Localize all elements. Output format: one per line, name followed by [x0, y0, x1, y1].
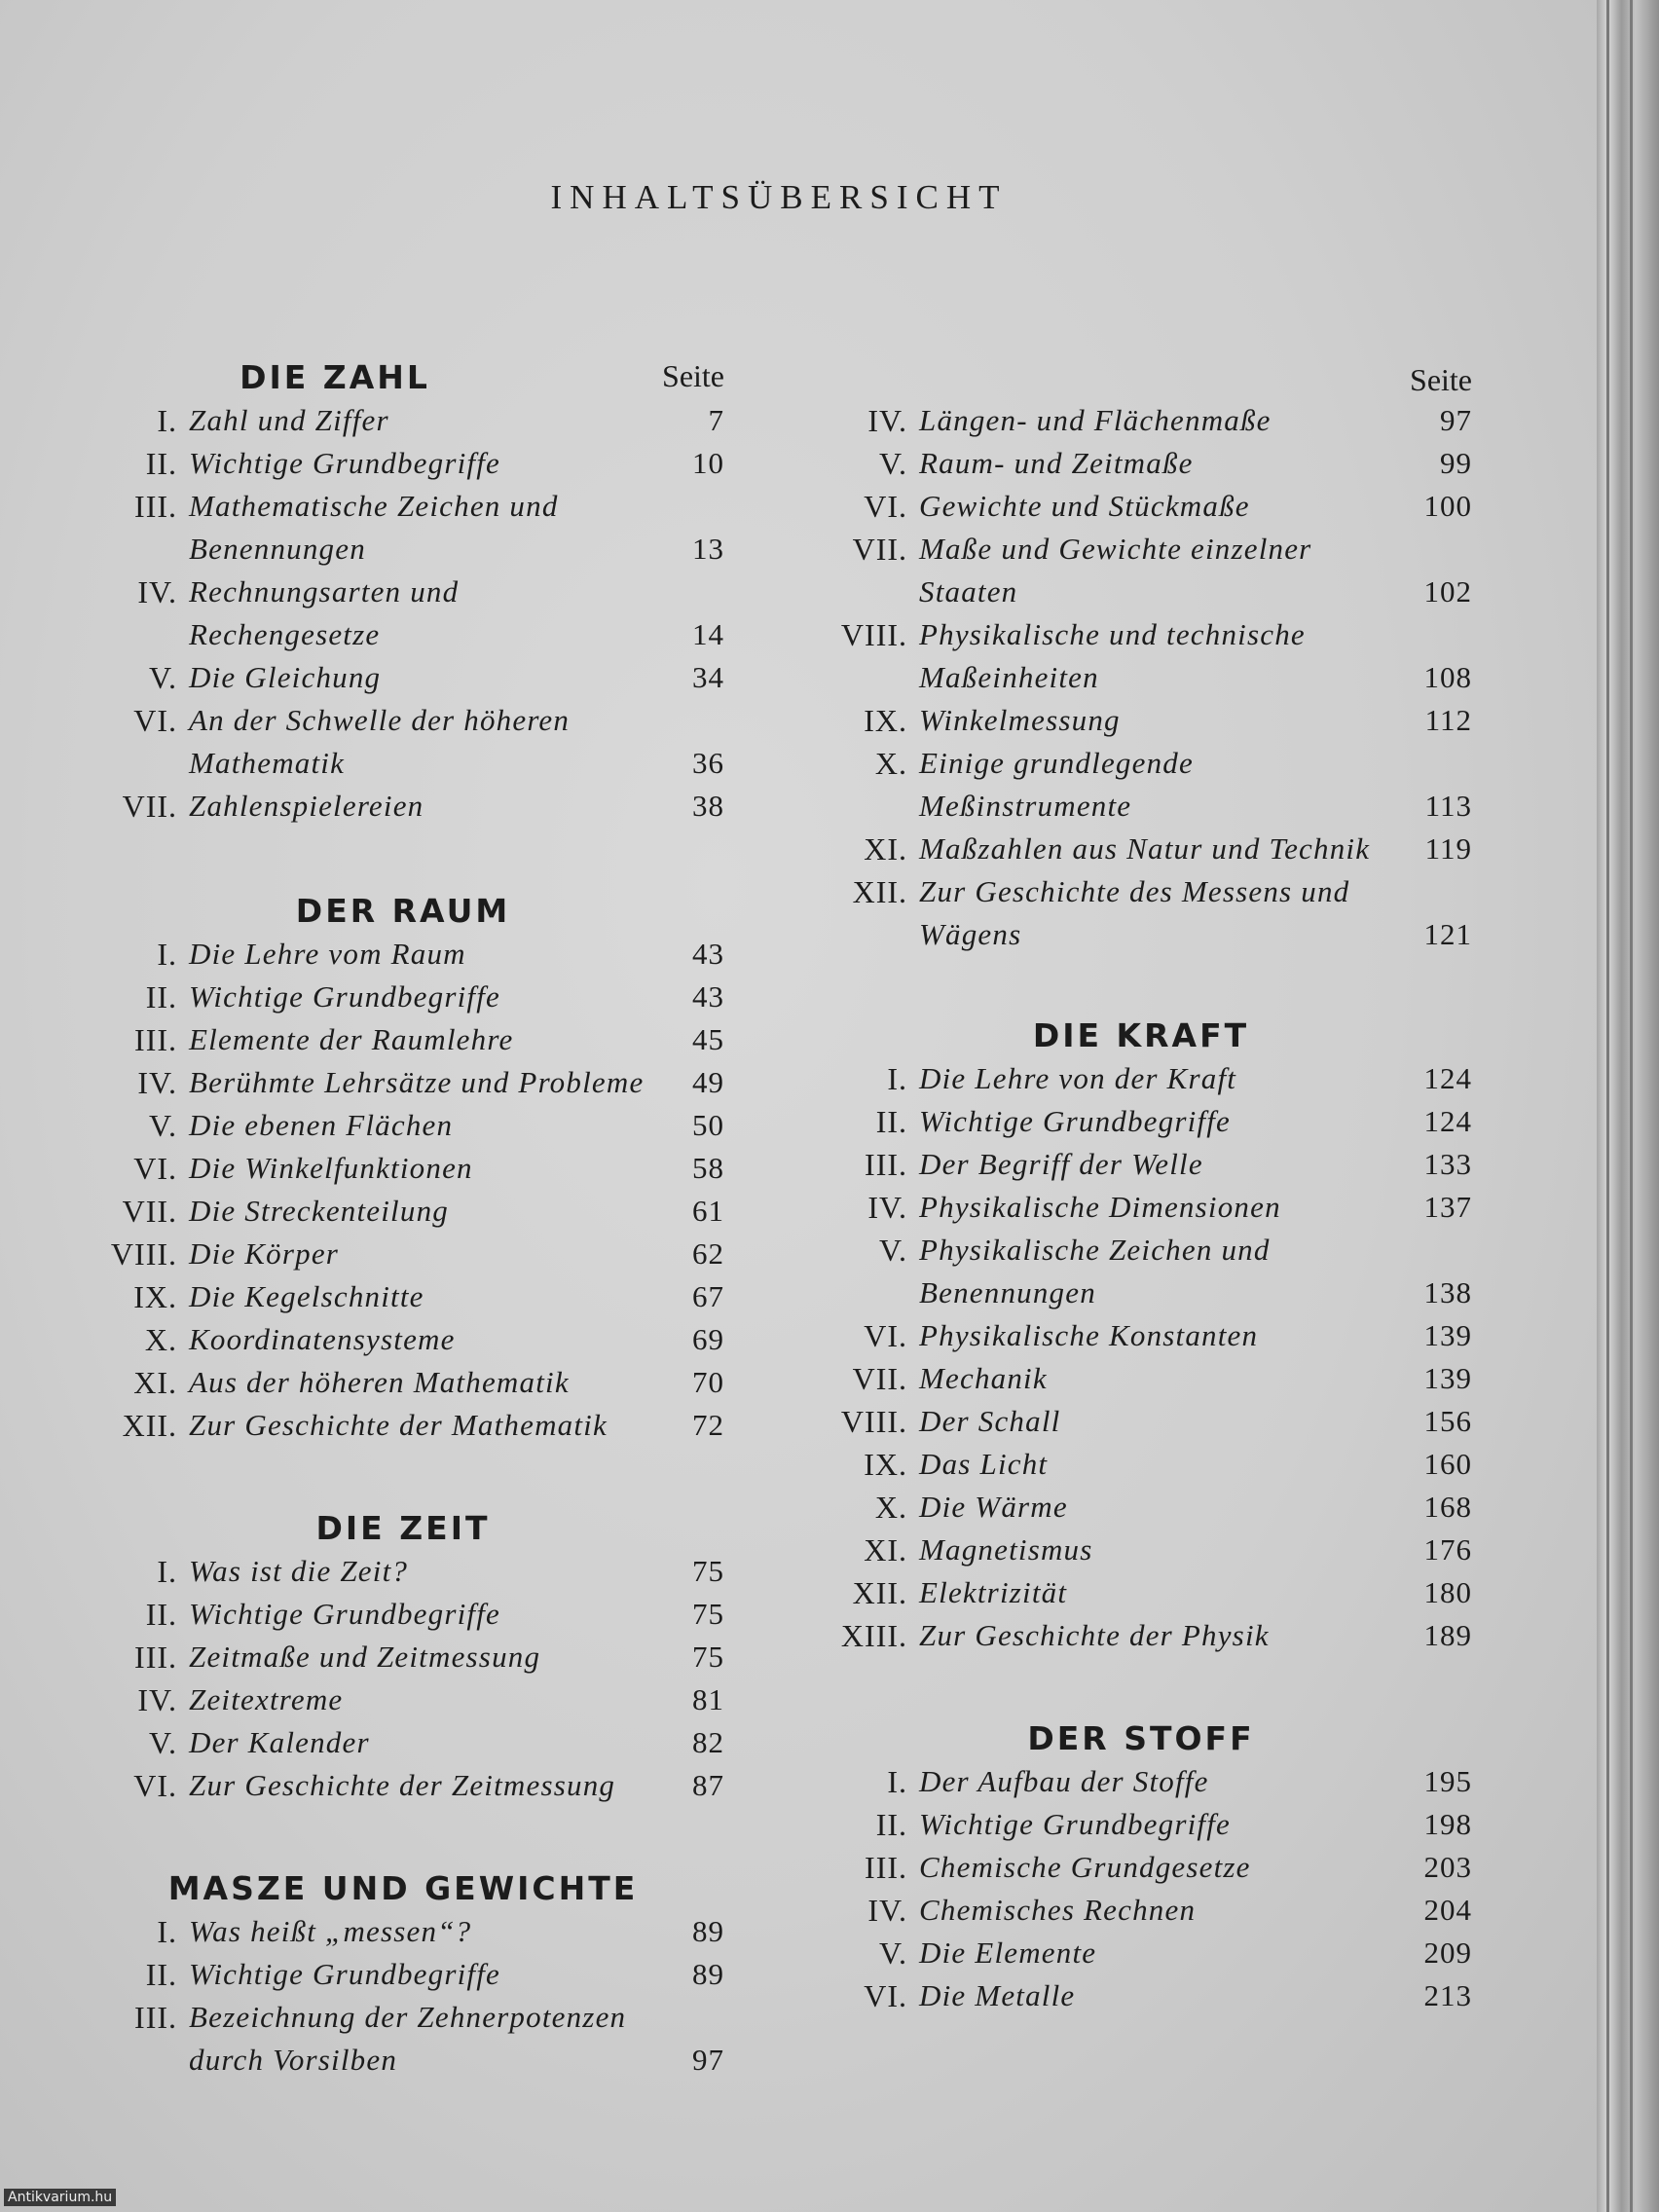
entry-page: 75	[692, 1597, 724, 1631]
entry-page: 89	[692, 1957, 724, 1991]
toc-entry[interactable]	[810, 1057, 1472, 1100]
entry-title: Zahlenspielereien	[189, 789, 424, 823]
entry-number: I.	[157, 403, 177, 438]
entry-title: Der Aufbau der Stoffe	[919, 1764, 1209, 1798]
entry-number: III.	[134, 1640, 177, 1675]
toc-entry[interactable]	[810, 1443, 1472, 1486]
entry-number: III.	[865, 1147, 907, 1182]
toc-entry[interactable]	[810, 828, 1472, 870]
entry-number: VI.	[864, 489, 907, 524]
entry-page: 108	[1423, 660, 1472, 694]
entry-number: V.	[879, 1233, 907, 1268]
entry-title: Was heißt „messen“?	[189, 1914, 472, 1948]
entry-page: 81	[692, 1682, 724, 1716]
section-heading: DIE ZEIT	[315, 1509, 491, 1547]
entry-title: An der Schwelle der höheren Mathematik	[189, 703, 571, 780]
toc-entry[interactable]	[810, 1143, 1472, 1186]
entry-number: VII.	[122, 1194, 177, 1229]
entry-number: XI.	[133, 1365, 177, 1400]
entry-title: Koordinatensysteme	[189, 1322, 456, 1356]
entry-title: Elemente der Raumlehre	[189, 1022, 514, 1056]
book-edge	[1597, 0, 1659, 2212]
entry-page: 43	[692, 979, 724, 1014]
toc-entry[interactable]	[82, 1764, 724, 1807]
entry-number: XII.	[122, 1408, 177, 1443]
entry-page: 36	[692, 746, 724, 780]
toc-entry[interactable]	[810, 870, 1472, 956]
entry-title: Die Lehre vom Raum	[189, 937, 466, 971]
entry-page: 75	[692, 1640, 724, 1674]
entry-number: I.	[887, 1764, 907, 1799]
entry-number: X.	[874, 746, 907, 781]
entry-title: Magnetismus	[919, 1532, 1093, 1567]
edge-line	[1630, 0, 1633, 2212]
entry-page: 209	[1423, 1936, 1472, 1970]
entry-page: 97	[1440, 403, 1472, 437]
watermark: Antikvarium.hu	[4, 2189, 116, 2206]
entry-title: Bezeichnung der Zehnerpotenzen durch Vorsilben	[189, 2000, 627, 2077]
entry-page: 102	[1423, 574, 1472, 608]
toc-entry[interactable]	[82, 1910, 724, 1953]
toc-right-column	[810, 356, 1472, 2017]
entry-number: XI.	[864, 1532, 907, 1567]
entry-page: 119	[1424, 831, 1472, 866]
entry-title: Zur Geschichte der Mathematik	[189, 1408, 608, 1442]
entry-title: Einige grundlegende Meßinstrumente	[919, 746, 1194, 823]
entry-page: 113	[1424, 789, 1472, 823]
entry-number: VIII.	[840, 617, 907, 652]
entry-number: VI.	[864, 1978, 907, 2013]
entry-page: 213	[1423, 1978, 1472, 2012]
entry-page: 112	[1424, 703, 1472, 737]
entry-number: V.	[879, 1936, 907, 1971]
entry-page: 75	[692, 1554, 724, 1588]
entry-title: Mathematische Zeichen und Benennungen	[189, 489, 559, 566]
entry-page: 139	[1423, 1361, 1472, 1395]
entry-number: II.	[145, 979, 177, 1014]
entry-title: Gewichte und Stückmaße	[919, 489, 1250, 523]
toc-entry[interactable]	[82, 442, 724, 485]
entry-title: Aus der höheren Mathematik	[189, 1365, 570, 1399]
entry-title: Die Streckenteilung	[189, 1194, 449, 1228]
entry-title: Die Gleichung	[189, 660, 382, 694]
entry-page: 156	[1423, 1404, 1472, 1438]
entry-title: Die Metalle	[919, 1978, 1076, 2012]
entry-number: III.	[865, 1850, 907, 1885]
entry-page: 203	[1423, 1850, 1472, 1884]
toc-section	[810, 1717, 1472, 2017]
entry-number: V.	[149, 660, 177, 695]
entry-page: 124	[1423, 1104, 1472, 1138]
entry-number: II.	[875, 1104, 907, 1139]
entry-title: Zahl und Ziffer	[189, 403, 389, 437]
toc-entry[interactable]	[810, 742, 1472, 828]
toc-entry[interactable]	[82, 1636, 724, 1678]
toc-entry[interactable]	[82, 1593, 724, 1636]
toc-entry[interactable]	[810, 1400, 1472, 1443]
toc-entry[interactable]	[82, 1404, 724, 1447]
toc-entry[interactable]	[810, 613, 1472, 699]
toc-entry[interactable]	[82, 1147, 724, 1190]
seite-header-left: Seite	[662, 358, 724, 393]
toc-entry[interactable]	[82, 1953, 724, 1996]
entry-page: 189	[1423, 1618, 1472, 1652]
entry-number: VI.	[133, 1151, 177, 1186]
entry-page: 7	[708, 403, 724, 437]
entry-page: 50	[692, 1108, 724, 1142]
toc-entry[interactable]	[82, 1275, 724, 1318]
entry-title: Längen- und Flächenmaße	[919, 403, 1272, 437]
entry-page: 61	[692, 1194, 724, 1228]
entry-number: III.	[134, 1022, 177, 1057]
entry-number: VI.	[133, 703, 177, 738]
seite-header-right: Seite	[1410, 362, 1472, 397]
entry-number: IV.	[137, 574, 177, 609]
toc-entry[interactable]	[82, 399, 724, 442]
toc-entry[interactable]	[810, 1529, 1472, 1571]
toc-entry[interactable]	[810, 1974, 1472, 2017]
toc-entry[interactable]	[810, 1846, 1472, 1889]
entry-number: VII.	[122, 789, 177, 824]
toc-entry[interactable]	[810, 1229, 1472, 1314]
entry-title: Chemische Grundgesetze	[919, 1850, 1251, 1884]
section-gap	[82, 828, 724, 890]
entry-number: I.	[157, 1554, 177, 1589]
toc-section	[82, 1867, 724, 2082]
entry-page: 180	[1423, 1575, 1472, 1609]
toc-entry[interactable]	[82, 1721, 724, 1764]
entry-page: 67	[692, 1279, 724, 1313]
entry-title: Mechanik	[919, 1361, 1048, 1395]
toc-entry[interactable]	[82, 1018, 724, 1061]
toc-entry[interactable]	[810, 485, 1472, 528]
entry-number: V.	[149, 1725, 177, 1760]
entry-title: Zeitmaße und Zeitmessung	[189, 1640, 541, 1674]
entry-page: 160	[1423, 1447, 1472, 1481]
toc-entry[interactable]	[82, 656, 724, 699]
entry-title: Der Begriff der Welle	[919, 1147, 1203, 1181]
entry-number: III.	[134, 2000, 177, 2035]
entry-title: Wichtige Grundbegriffe	[189, 1597, 500, 1631]
edge-line	[1606, 0, 1609, 2212]
entry-page: 14	[692, 617, 724, 651]
entry-title: Das Licht	[919, 1447, 1049, 1481]
toc-section	[82, 890, 724, 1447]
toc-entry[interactable]	[82, 976, 724, 1018]
entry-title: Physikalische Konstanten	[919, 1318, 1259, 1352]
toc-entry[interactable]	[82, 1233, 724, 1275]
entry-title: Die Elemente	[919, 1936, 1097, 1970]
entry-page: 82	[692, 1725, 724, 1759]
entry-title: Wichtige Grundbegriffe	[919, 1104, 1231, 1138]
toc-entry[interactable]	[810, 528, 1472, 613]
entry-number: VII.	[852, 1361, 907, 1396]
entry-page: 10	[692, 446, 724, 480]
entry-title: Physikalische Zeichen und Benennungen	[919, 1233, 1271, 1309]
toc-section	[810, 356, 1472, 956]
entry-title: Wichtige Grundbegriffe	[189, 446, 500, 480]
toc-entry[interactable]	[82, 1318, 724, 1361]
entry-page: 137	[1423, 1190, 1472, 1224]
entry-title: Rechnungsarten und Rechengesetze	[189, 574, 460, 651]
entry-title: Wichtige Grundbegriffe	[189, 1957, 500, 1991]
entry-page: 34	[692, 660, 724, 694]
entry-page: 121	[1423, 917, 1472, 951]
section-gap	[810, 956, 1472, 1014]
entry-number: VI.	[864, 1318, 907, 1353]
entry-page: 62	[692, 1236, 724, 1271]
toc-entry[interactable]	[82, 933, 724, 976]
toc-entry[interactable]	[810, 1889, 1472, 1932]
entry-number: IX.	[864, 1447, 907, 1482]
entry-page: 69	[692, 1322, 724, 1356]
entry-number: IV.	[867, 1893, 907, 1928]
entry-title: Die Kegelschnitte	[189, 1279, 424, 1313]
toc-entry[interactable]	[810, 699, 1472, 742]
entry-title: Die Winkelfunktionen	[189, 1151, 473, 1185]
toc-entry[interactable]	[82, 1104, 724, 1147]
entry-page: 89	[692, 1914, 724, 1948]
entry-title: Der Schall	[919, 1404, 1061, 1438]
toc-entry[interactable]	[82, 1061, 724, 1104]
entry-page: 204	[1423, 1893, 1472, 1927]
entry-title: Die ebenen Flächen	[189, 1108, 454, 1142]
toc-entry[interactable]	[810, 1571, 1472, 1614]
entry-number: IX.	[864, 703, 907, 738]
entry-page: 195	[1423, 1764, 1472, 1798]
toc-entry[interactable]	[810, 1760, 1472, 1803]
toc-entry[interactable]	[82, 1190, 724, 1233]
entry-page: 124	[1423, 1061, 1472, 1095]
entry-title: Wichtige Grundbegriffe	[919, 1807, 1231, 1841]
entry-page: 72	[692, 1408, 724, 1442]
section-gap	[82, 1807, 724, 1867]
entry-number: XII.	[852, 1575, 907, 1610]
entry-title: Physikalische Dimensionen	[919, 1190, 1281, 1224]
toc-entry[interactable]	[82, 485, 724, 571]
entry-number: VII.	[852, 532, 907, 567]
toc-section	[810, 1014, 1472, 1657]
entry-title: Chemisches Rechnen	[919, 1893, 1197, 1927]
toc-left-column	[82, 356, 724, 2082]
entry-page: 38	[692, 789, 724, 823]
toc-entry[interactable]	[810, 1932, 1472, 1974]
entry-number: II.	[145, 1957, 177, 1992]
entry-number: VIII.	[110, 1236, 177, 1272]
section-heading: DIE ZAHL	[240, 358, 430, 396]
toc-section	[82, 356, 724, 828]
entry-title: Die Körper	[189, 1236, 340, 1271]
toc-entry[interactable]	[810, 1486, 1472, 1529]
entry-number: II.	[145, 1597, 177, 1632]
entry-page: 45	[692, 1022, 724, 1056]
entry-title: Was ist die Zeit?	[189, 1554, 409, 1588]
section-heading: MASZE UND GEWICHTE	[167, 1869, 639, 1907]
entry-title: Winkelmessung	[919, 703, 1121, 737]
section-gap	[82, 1447, 724, 1507]
toc-entry[interactable]	[82, 1550, 724, 1593]
toc-entry[interactable]	[82, 1361, 724, 1404]
toc-entry[interactable]	[810, 1357, 1472, 1400]
entry-number: IV.	[867, 1190, 907, 1225]
entry-page: 70	[692, 1365, 724, 1399]
entry-number: III.	[134, 489, 177, 524]
entry-number: I.	[157, 1914, 177, 1949]
entry-title: Die Lehre von der Kraft	[919, 1061, 1237, 1095]
entry-number: IV.	[137, 1682, 177, 1717]
entry-page: 99	[1440, 446, 1472, 480]
entry-page: 97	[692, 2043, 724, 2077]
entry-number: V.	[149, 1108, 177, 1143]
toc-entry[interactable]	[810, 1186, 1472, 1229]
entry-title: Zeitextreme	[189, 1682, 344, 1716]
entry-title: Raum- und Zeitmaße	[919, 446, 1194, 480]
entry-number: VIII.	[840, 1404, 907, 1439]
entry-number: I.	[157, 937, 177, 972]
entry-number: X.	[144, 1322, 177, 1357]
entry-number: XIII.	[840, 1618, 907, 1653]
entry-page: 138	[1423, 1275, 1472, 1309]
entry-page: 13	[692, 532, 724, 566]
entry-number: I.	[887, 1061, 907, 1096]
entry-page: 176	[1423, 1532, 1472, 1567]
toc-entry[interactable]	[82, 699, 724, 785]
entry-number: IV.	[867, 403, 907, 438]
toc-entry[interactable]	[810, 1314, 1472, 1357]
entry-title: Maße und Gewichte einzelner Staaten	[919, 532, 1312, 608]
toc-entry[interactable]	[82, 785, 724, 828]
section-heading: DER RAUM	[295, 892, 511, 930]
section-gap	[810, 1657, 1472, 1717]
toc-entry[interactable]	[810, 1803, 1472, 1846]
entry-number: IV.	[137, 1065, 177, 1100]
entry-number: V.	[879, 446, 907, 481]
entry-number: II.	[875, 1807, 907, 1842]
entry-page: 139	[1423, 1318, 1472, 1352]
entry-title: Die Wärme	[919, 1490, 1068, 1524]
entry-number: X.	[874, 1490, 907, 1525]
entry-title: Zur Geschichte des Messens und Wägens	[919, 874, 1350, 951]
entry-page: 133	[1423, 1147, 1472, 1181]
toc-entry[interactable]	[810, 399, 1472, 442]
entry-number: II.	[145, 446, 177, 481]
entry-page: 168	[1423, 1490, 1472, 1524]
toc-entry[interactable]	[82, 1678, 724, 1721]
entry-title: Der Kalender	[189, 1725, 370, 1759]
entry-title: Maßzahlen aus Natur und Technik	[919, 831, 1371, 866]
entry-number: XII.	[852, 874, 907, 909]
entry-page: 58	[692, 1151, 724, 1185]
entry-page: 43	[692, 937, 724, 971]
toc-section	[82, 1507, 724, 1807]
toc-entry[interactable]	[810, 1614, 1472, 1657]
entry-title: Zur Geschichte der Zeitmessung	[189, 1768, 616, 1802]
toc-entry[interactable]	[82, 1996, 724, 2082]
entry-page: 198	[1423, 1807, 1472, 1841]
entry-page: 100	[1423, 489, 1472, 523]
entry-number: VI.	[133, 1768, 177, 1803]
entry-number: IX.	[133, 1279, 177, 1314]
entry-title: Elektrizität	[919, 1575, 1068, 1609]
entry-title: Berühmte Lehrsätze und Probleme	[189, 1065, 645, 1099]
entry-number: XI.	[864, 831, 907, 866]
toc-entry[interactable]	[82, 571, 724, 656]
section-heading: DIE KRAFT	[1032, 1016, 1250, 1054]
page-title: INHALTSÜBERSICHT	[550, 178, 1008, 216]
entry-page: 87	[692, 1768, 724, 1802]
entry-title: Zur Geschichte der Physik	[919, 1618, 1270, 1652]
section-heading: DER STOFF	[1027, 1719, 1255, 1757]
toc-entry[interactable]	[810, 1100, 1472, 1143]
toc-entry[interactable]	[810, 442, 1472, 485]
entry-page: 49	[692, 1065, 724, 1099]
entry-title: Physikalische und technische Maßeinheiten	[919, 617, 1306, 694]
entry-title: Wichtige Grundbegriffe	[189, 979, 500, 1014]
